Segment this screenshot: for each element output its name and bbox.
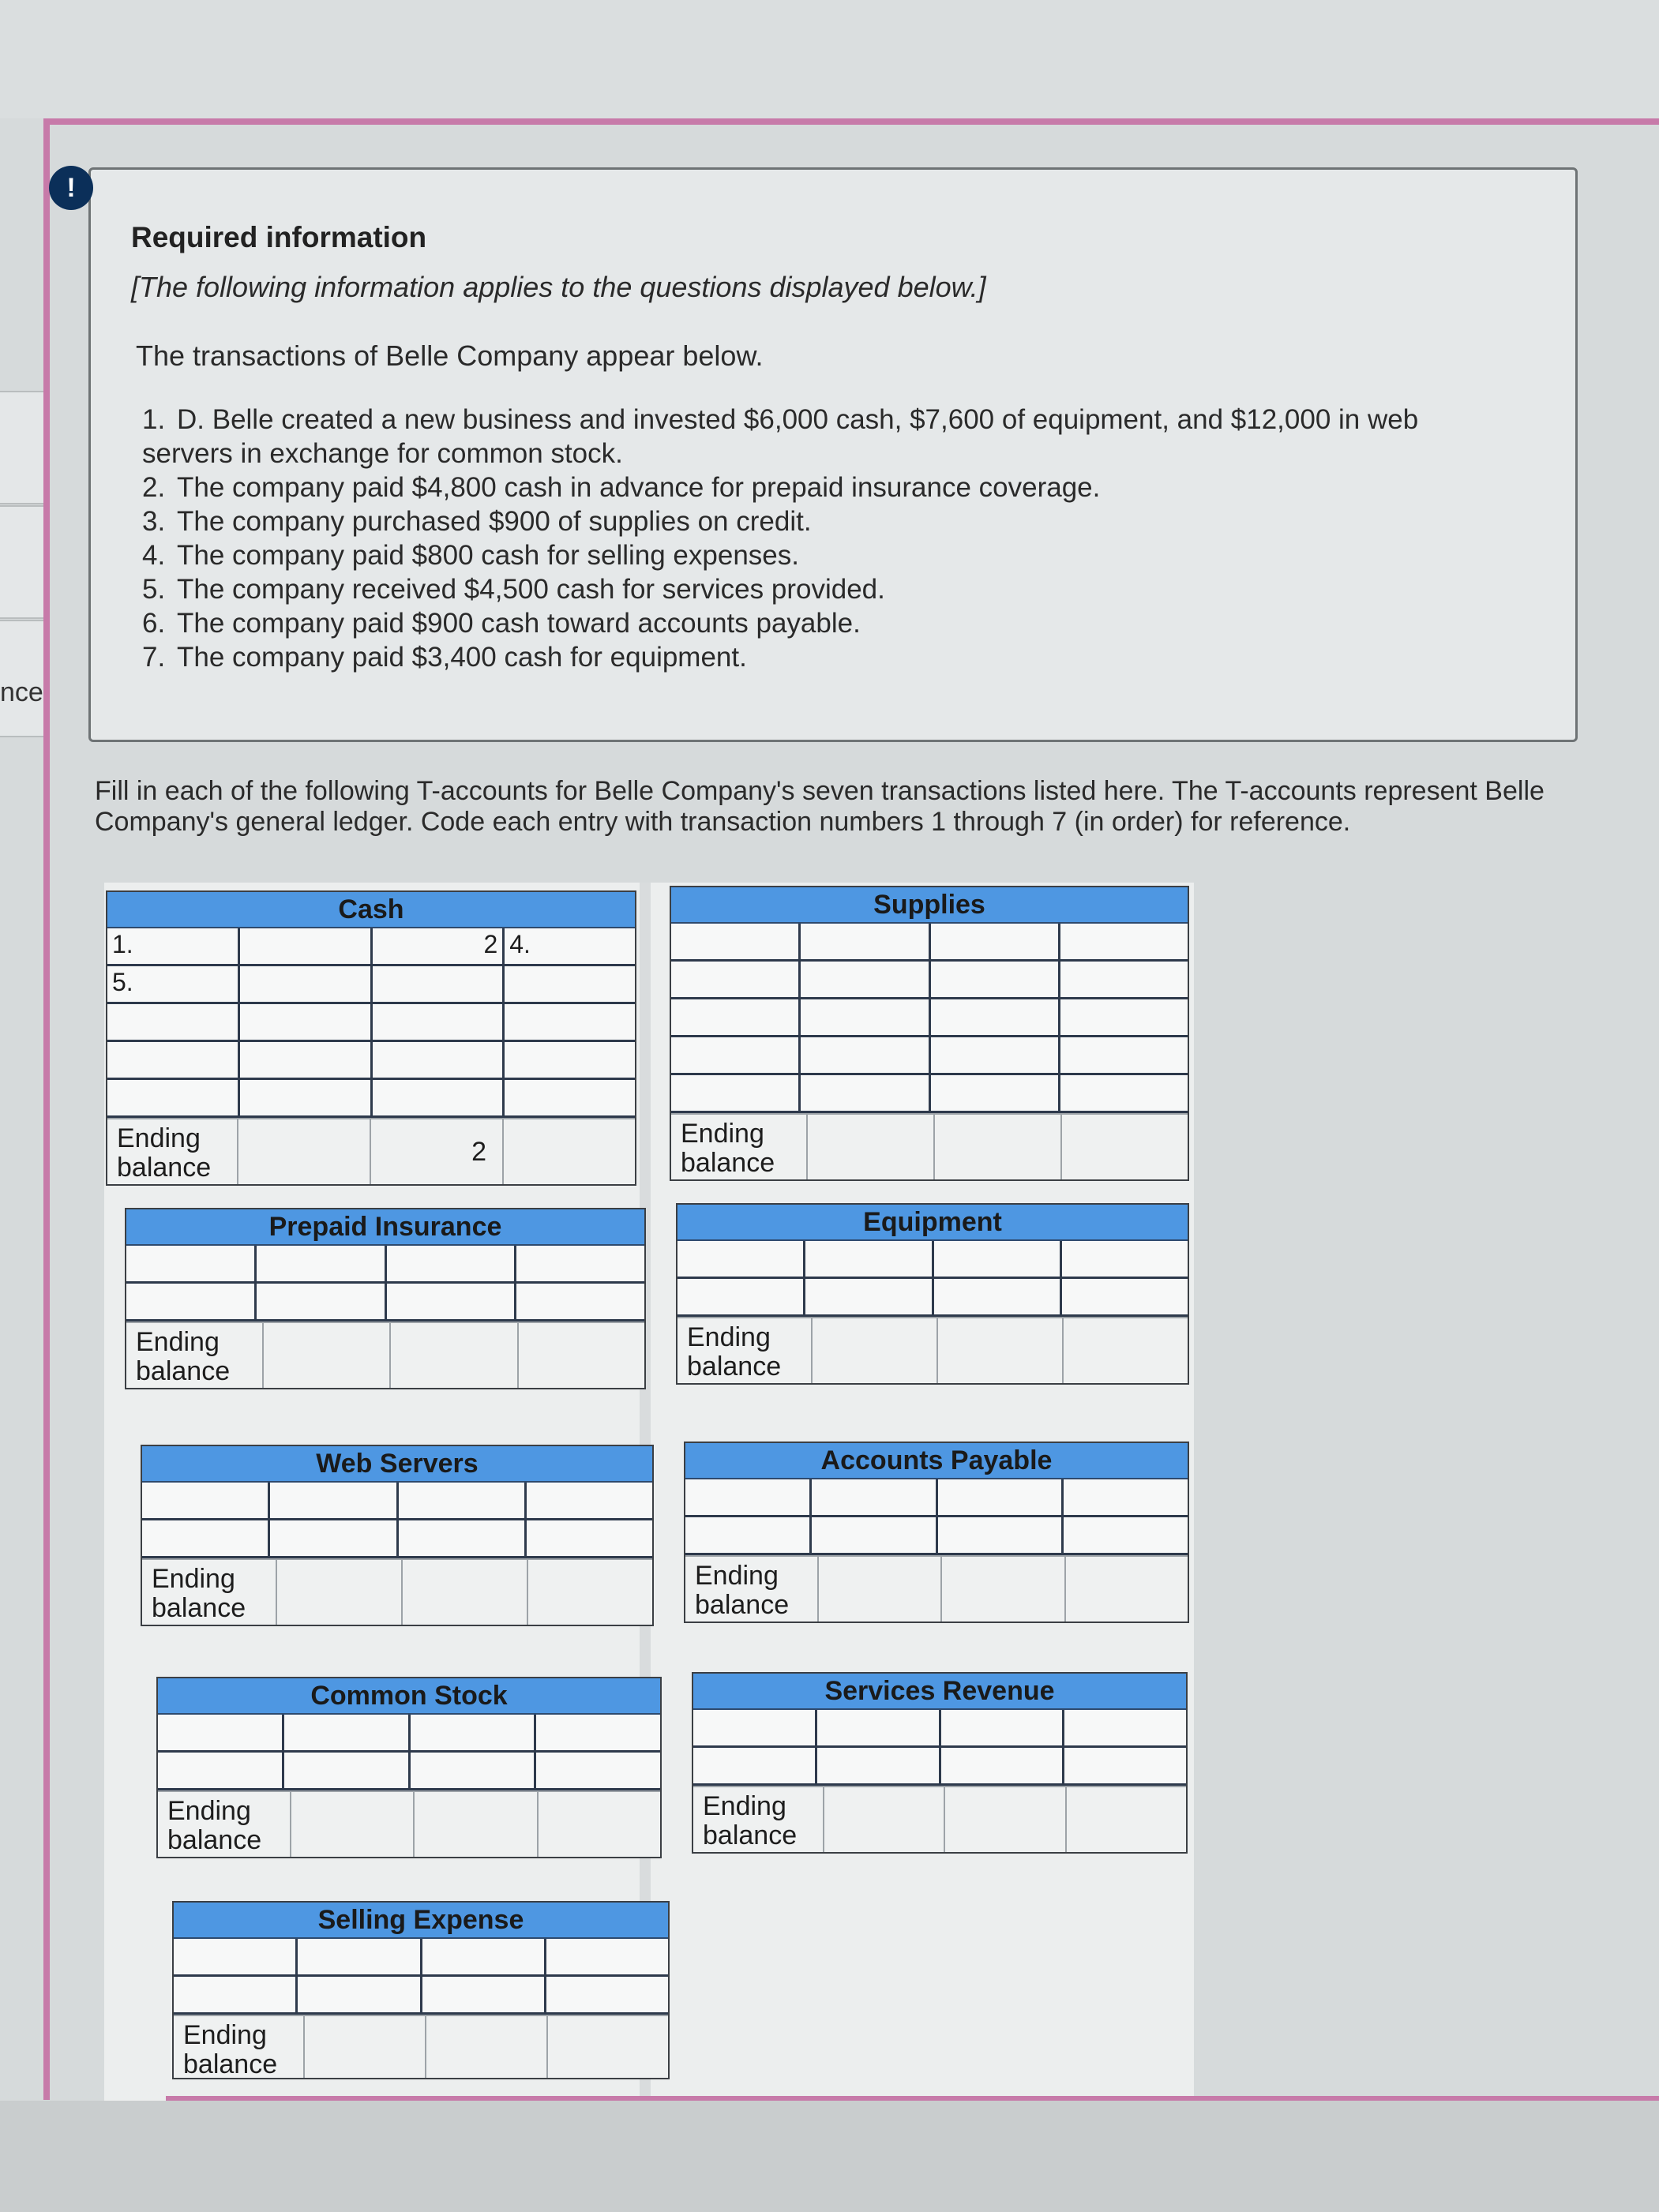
ending-balance-debit-input[interactable]	[813, 1318, 938, 1383]
debit-amount-input[interactable]	[801, 1075, 930, 1111]
t-account-instructions: Fill in each of the following T-accounts for Belle Company's seven transactions listed here. The T-accounts represent Belle Company's general ledger. Code each entry with transaction numbers 1 through 7 (in order) for reference.	[95, 776, 1545, 837]
credit-ref-input[interactable]	[527, 1483, 652, 1518]
frame-border-left	[43, 118, 50, 2100]
credit-amount-input[interactable]	[931, 999, 1060, 1035]
credit-amount-input[interactable]	[422, 1977, 546, 2012]
debit-amount-input[interactable]	[240, 966, 373, 1002]
credit-ref-input[interactable]	[546, 1939, 668, 1974]
t-account-title: Common Stock	[158, 1678, 660, 1715]
t-account-row	[107, 1042, 635, 1080]
t-account-row	[158, 1715, 660, 1753]
ending-balance-credit-input[interactable]	[415, 1792, 539, 1857]
credit-ref-input[interactable]	[505, 966, 635, 1002]
debit-ref-input[interactable]	[126, 1284, 257, 1319]
ending-balance-input[interactable]	[1067, 1787, 1187, 1852]
ending-balance-row	[126, 1322, 644, 1388]
credit-amount-input[interactable]	[931, 1075, 1060, 1111]
ending-balance-row	[158, 1790, 660, 1857]
ending-balance-credit-input[interactable]	[945, 1787, 1067, 1852]
credit-amount-input[interactable]	[411, 1715, 537, 1750]
debit-amount-input[interactable]	[240, 1080, 373, 1115]
ending-balance-debit-input[interactable]	[238, 1119, 371, 1184]
frame-border-top	[43, 118, 1659, 125]
ending-balance-debit-input[interactable]	[824, 1787, 946, 1852]
t-account-row	[107, 1004, 635, 1042]
t-account-common-stock	[156, 1677, 662, 1858]
debit-amount-input[interactable]	[284, 1715, 411, 1750]
credit-ref-input[interactable]	[516, 1246, 644, 1281]
credit-amount-input[interactable]	[938, 1479, 1064, 1515]
debit-ref-input[interactable]	[158, 1715, 284, 1750]
ending-balance-label: Ending balance	[142, 1560, 277, 1625]
debit-amount-input[interactable]	[817, 1748, 941, 1783]
credit-ref-input[interactable]	[1060, 924, 1188, 959]
t-account-row	[671, 1075, 1188, 1113]
debit-ref-input[interactable]	[142, 1483, 270, 1518]
debit-ref-input[interactable]	[174, 1977, 298, 2012]
debit-amount-input[interactable]	[801, 962, 930, 997]
credit-ref-input[interactable]	[505, 1080, 635, 1115]
credit-amount-input[interactable]	[373, 1004, 505, 1040]
t-account-title: Web Servers	[142, 1446, 652, 1483]
debit-amount-input[interactable]	[270, 1483, 398, 1518]
debit-ref-input[interactable]	[174, 1939, 298, 1974]
side-tab[interactable]	[0, 391, 45, 504]
transaction-item: 2. The company paid $4,800 cash in advance for prepaid insurance coverage.	[142, 472, 1101, 503]
debit-ref-input[interactable]: 5.	[107, 966, 240, 1002]
ending-balance-input[interactable]	[528, 1560, 652, 1625]
credit-ref-input[interactable]	[1064, 1710, 1186, 1745]
t-account-row	[693, 1710, 1186, 1748]
ending-balance-credit-input[interactable]	[391, 1323, 519, 1388]
debit-amount-input[interactable]	[298, 1977, 422, 2012]
debit-amount-input[interactable]	[801, 999, 930, 1035]
credit-ref-input[interactable]	[505, 1004, 635, 1040]
ending-balance-input[interactable]	[548, 2016, 668, 2078]
debit-ref-input[interactable]	[107, 1004, 240, 1040]
t-account-supplies	[670, 886, 1189, 1181]
t-account-row	[174, 1977, 668, 2015]
credit-amount-input[interactable]	[931, 924, 1060, 959]
credit-ref-input[interactable]	[516, 1284, 644, 1319]
t-account-row	[671, 962, 1188, 999]
required-information-title: Required information	[131, 221, 427, 253]
debit-ref-input[interactable]	[685, 1479, 812, 1515]
ending-balance-label: Ending balance	[174, 2016, 305, 2078]
ending-balance-credit-input[interactable]	[426, 2016, 548, 2078]
ending-balance-credit-input[interactable]	[942, 1557, 1066, 1622]
debit-amount-input[interactable]	[257, 1246, 387, 1281]
ending-balance-row	[107, 1118, 635, 1184]
credit-amount-input[interactable]	[941, 1710, 1065, 1745]
debit-ref-input[interactable]	[107, 1042, 240, 1078]
t-account-row	[126, 1246, 644, 1284]
credit-ref-input[interactable]	[1064, 1517, 1188, 1553]
t-account-row	[671, 1037, 1188, 1075]
debit-amount-input[interactable]	[805, 1241, 933, 1277]
debit-ref-input[interactable]	[107, 1080, 240, 1115]
debit-ref-input[interactable]	[142, 1520, 270, 1556]
credit-amount-input[interactable]	[411, 1753, 537, 1788]
credit-ref-input[interactable]	[1062, 1241, 1188, 1277]
t-account-equipment	[676, 1203, 1189, 1385]
ending-balance-label: Ending balance	[693, 1787, 824, 1852]
ending-balance-input[interactable]	[1066, 1557, 1188, 1622]
credit-ref-input[interactable]: 4.	[505, 928, 635, 964]
debit-amount-input[interactable]	[801, 924, 930, 959]
t-account-row	[158, 1753, 660, 1790]
debit-amount-input[interactable]	[240, 1042, 373, 1078]
ending-balance-label: Ending balance	[126, 1323, 264, 1388]
ending-balance-credit-input[interactable]	[938, 1318, 1064, 1383]
t-account-prepaid-insurance	[125, 1208, 646, 1389]
ending-balance-debit-input[interactable]	[808, 1115, 935, 1179]
credit-amount-input[interactable]	[387, 1246, 517, 1281]
debit-amount-input[interactable]	[240, 928, 373, 964]
ending-balance-input[interactable]	[1062, 1115, 1188, 1179]
ending-balance-row	[142, 1558, 652, 1625]
t-account-row	[677, 1279, 1188, 1317]
ending-balance-row	[685, 1555, 1188, 1622]
credit-ref-input[interactable]	[1060, 1037, 1188, 1073]
debit-ref-input[interactable]	[693, 1748, 817, 1783]
transaction-item: 1. D. Belle created a new business and invested $6,000 cash, $7,600 of equipment, and $12,000 in web servers in exchange for common stock.	[142, 404, 1419, 469]
ending-balance-debit-input[interactable]	[291, 1792, 415, 1857]
ending-balance-label: Ending balance	[677, 1318, 813, 1383]
credit-amount-input[interactable]	[373, 1042, 505, 1078]
ending-balance-credit-input[interactable]	[403, 1560, 528, 1625]
t-account-title: Accounts Payable	[685, 1443, 1188, 1479]
t-account-row	[126, 1284, 644, 1322]
side-label: nce	[0, 677, 43, 707]
t-account-row	[671, 999, 1188, 1037]
debit-ref-input[interactable]	[671, 1037, 801, 1073]
credit-amount-input[interactable]	[387, 1284, 517, 1319]
t-account-web-servers	[141, 1445, 654, 1626]
transaction-item: 7. The company paid $3,400 cash for equipment.	[142, 642, 747, 673]
debit-ref-input[interactable]	[677, 1241, 805, 1277]
t-account-title: Cash	[107, 892, 635, 928]
transaction-item: 5. The company received $4,500 cash for services provided.	[142, 574, 885, 605]
credit-amount-input[interactable]	[422, 1939, 546, 1974]
credit-amount-input[interactable]	[399, 1483, 527, 1518]
credit-ref-input[interactable]	[505, 1042, 635, 1078]
ending-balance-label: Ending balance	[107, 1119, 238, 1184]
credit-ref-input[interactable]	[546, 1977, 668, 2012]
ending-balance-input[interactable]	[519, 1323, 645, 1388]
ending-balance-credit-input[interactable]: 2	[371, 1119, 504, 1184]
t-account-accounts-payable	[684, 1442, 1189, 1623]
bottom-background	[0, 2101, 1659, 2212]
debit-amount-input[interactable]	[812, 1517, 938, 1553]
t-account-row	[107, 1080, 635, 1118]
t-account-cash	[106, 890, 636, 1186]
t-account-row	[107, 928, 635, 966]
ending-balance-label: Ending balance	[671, 1115, 808, 1179]
transactions-intro: The transactions of Belle Company appear below.	[136, 339, 764, 372]
debit-ref-input[interactable]	[685, 1517, 812, 1553]
t-account-row	[142, 1483, 652, 1520]
ending-balance-credit-input[interactable]	[935, 1115, 1062, 1179]
ending-balance-label: Ending balance	[158, 1792, 291, 1857]
transaction-item: 3. The company purchased $900 of supplies on credit.	[142, 506, 812, 537]
ending-balance-input[interactable]	[504, 1119, 635, 1184]
credit-ref-input[interactable]	[1064, 1479, 1188, 1515]
ending-balance-row	[677, 1317, 1188, 1383]
debit-amount-input[interactable]	[257, 1284, 387, 1319]
info-alert-icon: !	[49, 166, 93, 210]
credit-ref-input[interactable]	[536, 1753, 660, 1788]
credit-ref-input[interactable]	[1060, 962, 1188, 997]
ending-balance-input[interactable]	[539, 1792, 661, 1857]
t-account-row	[671, 924, 1188, 962]
t-account-title: Prepaid Insurance	[126, 1209, 644, 1246]
credit-amount-input[interactable]	[373, 966, 505, 1002]
t-account-row	[685, 1517, 1188, 1555]
required-information-subtitle: [The following information applies to the questions displayed below.]	[131, 271, 986, 303]
t-account-services-revenue	[692, 1672, 1188, 1854]
credit-amount-input[interactable]	[931, 1037, 1060, 1073]
debit-ref-input[interactable]	[671, 962, 801, 997]
credit-amount-input[interactable]	[938, 1517, 1064, 1553]
debit-amount-input[interactable]	[805, 1279, 933, 1314]
ending-balance-debit-input[interactable]	[305, 2016, 426, 2078]
credit-ref-input[interactable]	[1060, 999, 1188, 1035]
credit-ref-input[interactable]	[1064, 1748, 1186, 1783]
ending-balance-debit-input[interactable]	[819, 1557, 943, 1622]
debit-amount-input[interactable]	[240, 1004, 373, 1040]
transaction-item: 6. The company paid $900 cash toward accounts payable.	[142, 608, 861, 639]
t-account-selling-expense	[172, 1901, 670, 2079]
credit-amount-input[interactable]	[373, 1080, 505, 1115]
debit-ref-input[interactable]	[677, 1279, 805, 1314]
debit-ref-input[interactable]	[158, 1753, 284, 1788]
credit-ref-input[interactable]	[1060, 1075, 1188, 1111]
ending-balance-row	[671, 1113, 1188, 1179]
ending-balance-label: Ending balance	[685, 1557, 819, 1622]
t-account-title: Selling Expense	[174, 1903, 668, 1939]
credit-amount-input[interactable]	[941, 1748, 1065, 1783]
debit-amount-input[interactable]	[270, 1520, 398, 1556]
top-background	[0, 0, 1659, 118]
debit-ref-input[interactable]	[126, 1246, 257, 1281]
debit-ref-input[interactable]	[671, 924, 801, 959]
debit-amount-input[interactable]	[817, 1710, 941, 1745]
ending-balance-debit-input[interactable]	[277, 1560, 403, 1625]
ending-balance-debit-input[interactable]	[264, 1323, 392, 1388]
debit-ref-input[interactable]	[671, 999, 801, 1035]
t-account-title: Services Revenue	[693, 1674, 1186, 1710]
t-account-title: Equipment	[677, 1205, 1188, 1241]
credit-ref-input[interactable]	[527, 1520, 652, 1556]
t-account-row	[677, 1241, 1188, 1279]
t-account-row	[107, 966, 635, 1004]
credit-ref-input[interactable]	[536, 1715, 660, 1750]
transaction-list	[142, 403, 1484, 674]
debit-amount-input[interactable]	[812, 1479, 938, 1515]
credit-amount-input[interactable]: 2	[373, 928, 505, 964]
debit-ref-input[interactable]	[693, 1710, 817, 1745]
debit-ref-input[interactable]: 1.	[107, 928, 240, 964]
ending-balance-input[interactable]	[1064, 1318, 1188, 1383]
t-account-row	[685, 1479, 1188, 1517]
transaction-item: 4. The company paid $800 cash for selling expenses.	[142, 540, 799, 571]
t-account-row	[142, 1520, 652, 1558]
credit-amount-input[interactable]	[934, 1241, 1062, 1277]
t-account-row	[693, 1748, 1186, 1786]
t-account-row	[174, 1939, 668, 1977]
side-tab[interactable]	[0, 505, 45, 619]
debit-amount-input[interactable]	[801, 1037, 930, 1073]
debit-ref-input[interactable]	[671, 1075, 801, 1111]
ending-balance-row	[174, 2015, 668, 2078]
credit-ref-input[interactable]	[1062, 1279, 1188, 1314]
credit-amount-input[interactable]	[399, 1520, 527, 1556]
t-account-title: Supplies	[671, 887, 1188, 924]
credit-amount-input[interactable]	[931, 962, 1060, 997]
debit-amount-input[interactable]	[284, 1753, 411, 1788]
credit-amount-input[interactable]	[934, 1279, 1062, 1314]
debit-amount-input[interactable]	[298, 1939, 422, 1974]
ending-balance-row	[693, 1786, 1186, 1852]
